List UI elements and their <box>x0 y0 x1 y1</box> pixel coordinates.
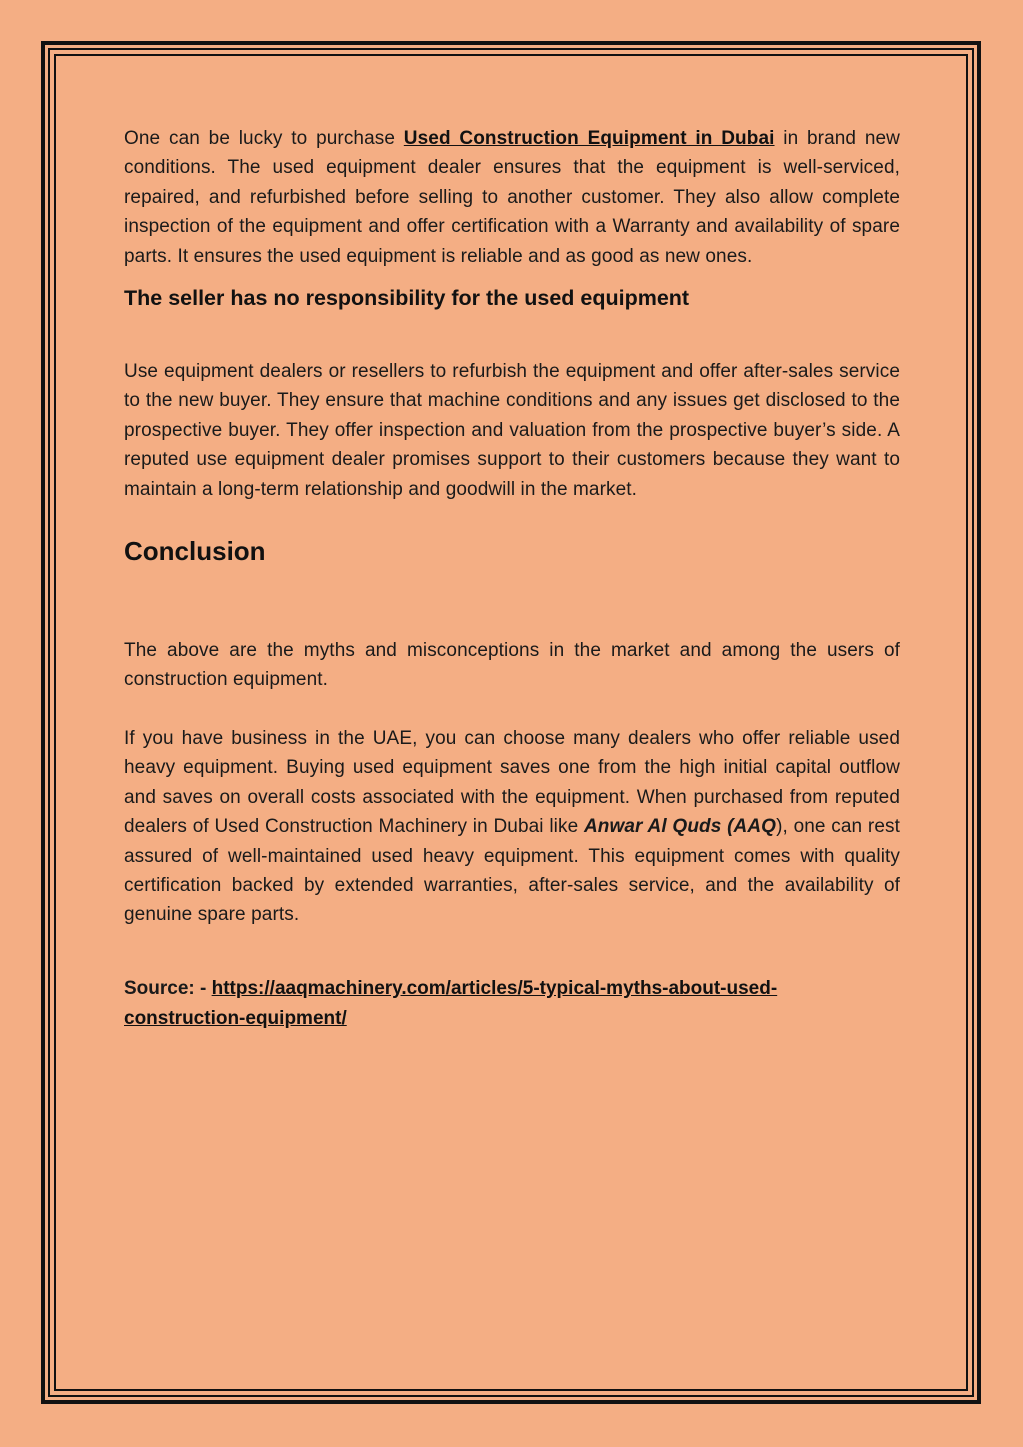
seller-responsibility-heading: The seller has no responsibility for the used equipment <box>124 286 690 311</box>
source-link-line1[interactable]: https://aaqmachinery.com/articles/5-typical-myths-about-used- <box>211 977 778 999</box>
uae-paragraph <box>124 724 900 930</box>
conclusion-heading: Conclusion <box>124 536 266 567</box>
uae-text-start: If you have business in the UAE, you can choose many dealers who offer reliable used heavy equipment. Buying used equipment saves one from the high initial capital outflow and saves on overall costs associated with the equipment. When purchased from reputed dealers of Used Construction Machinery in Dubai like <box>124 727 900 838</box>
uae-text-end: ), one can rest assured of well-maintained used heavy equipment. This equipment comes with quality certification backed by extended warranties, after-sales service, and the availability of genuine spare parts. <box>124 816 901 926</box>
source-label: Source: - <box>124 977 212 999</box>
myths-paragraph: The above are the myths and misconceptions in the market and among the users of construction equipment. <box>124 640 900 691</box>
source-link-line2[interactable]: construction-equipment/ <box>124 1007 347 1029</box>
intro-paragraph <box>124 124 900 271</box>
document-body <box>124 124 900 1034</box>
brand-name: Anwar Al Quds (AAQ <box>583 816 777 838</box>
used-equipment-dubai-link[interactable]: Used Construction Equipment in Dubai <box>403 128 775 149</box>
intro-text-end: in brand new conditions. The used equipment dealer ensures that the equipment is well-serviced, repaired, and refurbished before selling to another customer. They also allow complete inspection of the equipment and offer certification with a Warranty and availability of spare parts. It ensures the used equipment is reliable and as good as new ones. <box>124 128 901 267</box>
dealers-paragraph: Use equipment dealers or resellers to refurbish the equipment and offer after-sales service to the new buyer. They ensure that machine conditions and any issues get disclosed to the prospective buyer. They offer inspection and valuation from the prospective buyer’s side. A reputed use equipment dealer promises support to their customers because they want to maintain a long-term relationship and goodwill in the market. <box>124 361 900 500</box>
intro-text-start: One can be lucky to purchase <box>124 128 404 149</box>
source-line <box>124 974 900 1034</box>
